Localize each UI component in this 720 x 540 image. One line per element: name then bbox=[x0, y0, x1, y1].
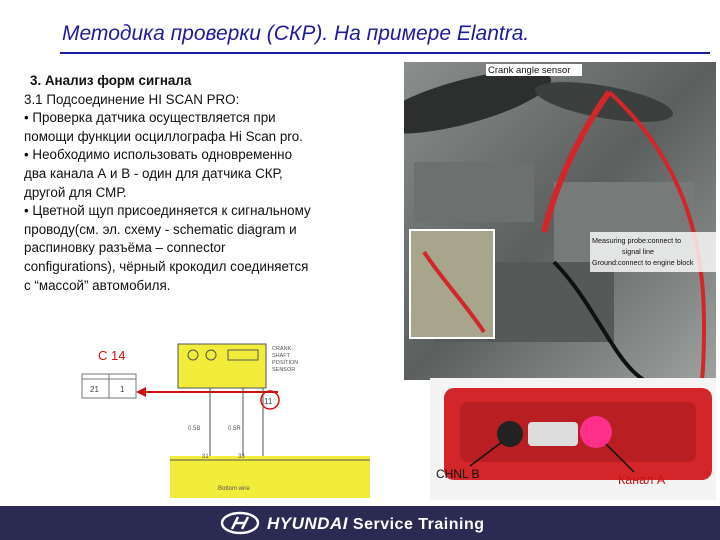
title-underline bbox=[60, 52, 710, 54]
sensor-label bbox=[272, 346, 300, 373]
ecm-label: Bottom wire bbox=[218, 486, 250, 492]
connector-pin-left: 21 bbox=[90, 385, 99, 394]
ground-label: Ground:connect to engine block bbox=[592, 258, 694, 267]
body-line: configurations), чёрный крокодил соединяется bbox=[24, 258, 309, 274]
sensor-label-line: POSITION bbox=[272, 360, 299, 366]
probe-label: Measuring probe:connect to bbox=[592, 236, 682, 245]
probe-label: signal line bbox=[622, 247, 654, 256]
tool-port bbox=[528, 422, 578, 446]
callout-number: 11 bbox=[264, 397, 273, 406]
connector-pin-right: 1 bbox=[120, 385, 125, 394]
pointer-arrow-head bbox=[136, 387, 146, 397]
body-line: 3.1 Подсоединение HI SCAN PRO: bbox=[24, 91, 240, 107]
engine-part bbox=[414, 162, 534, 222]
footer-text bbox=[225, 514, 665, 534]
engine-photo-art bbox=[404, 62, 716, 380]
wire-num-right: 33 bbox=[238, 454, 245, 460]
wire-right-label: 0.5R bbox=[228, 426, 241, 432]
channel-a-marker bbox=[580, 416, 612, 448]
inset-photo bbox=[410, 230, 494, 338]
wire-num-left: 31 bbox=[202, 454, 209, 460]
body-line: проводу(см. эл. схему - schematic diagram и bbox=[24, 221, 297, 237]
sensor-label-line: CRANK- bbox=[272, 346, 294, 352]
body-line: другой для СМР. bbox=[24, 184, 127, 200]
wire-left-label: 0.5B bbox=[188, 426, 201, 432]
body-line: два канала А и В - один для датчика СКР, bbox=[24, 165, 283, 181]
body-line: • Цветной щуп присоединяется к сигнальному bbox=[24, 203, 311, 219]
section-heading: 3. Анализ форм сигнала bbox=[30, 73, 192, 88]
body-line: • Необходимо использовать одновременно bbox=[24, 147, 293, 163]
footer-service-training: Service Training bbox=[352, 516, 485, 533]
chnl-b-label: CHNL B bbox=[436, 467, 480, 481]
engine-photo bbox=[404, 62, 716, 380]
body-line: • Проверка датчика осуществляется при bbox=[24, 110, 276, 126]
footer-brand: HYUNDAI bbox=[267, 514, 348, 533]
body-line: распиновку разъёма – connector bbox=[24, 240, 226, 256]
kanal-a-label: Канал А bbox=[618, 473, 666, 487]
sensor-label-line: SHAFT bbox=[272, 353, 290, 359]
scan-tool-art bbox=[430, 378, 716, 500]
body-line: помощи функции осциллографа Hi Scan pro. bbox=[24, 128, 303, 144]
page-title: Методика проверки (СКР). На примере Elantra. bbox=[62, 22, 530, 45]
scan-tool-photo bbox=[430, 378, 716, 500]
wiring-diagram bbox=[78, 338, 396, 500]
sensor-label-line: SENSOR bbox=[272, 367, 296, 373]
connector-label: C 14 bbox=[98, 348, 126, 363]
body-text bbox=[24, 72, 396, 295]
body-line: с “массой” автомобиля. bbox=[24, 277, 171, 293]
ecm-box bbox=[170, 456, 370, 498]
crank-sensor-label: Crank angle sensor bbox=[488, 65, 571, 76]
